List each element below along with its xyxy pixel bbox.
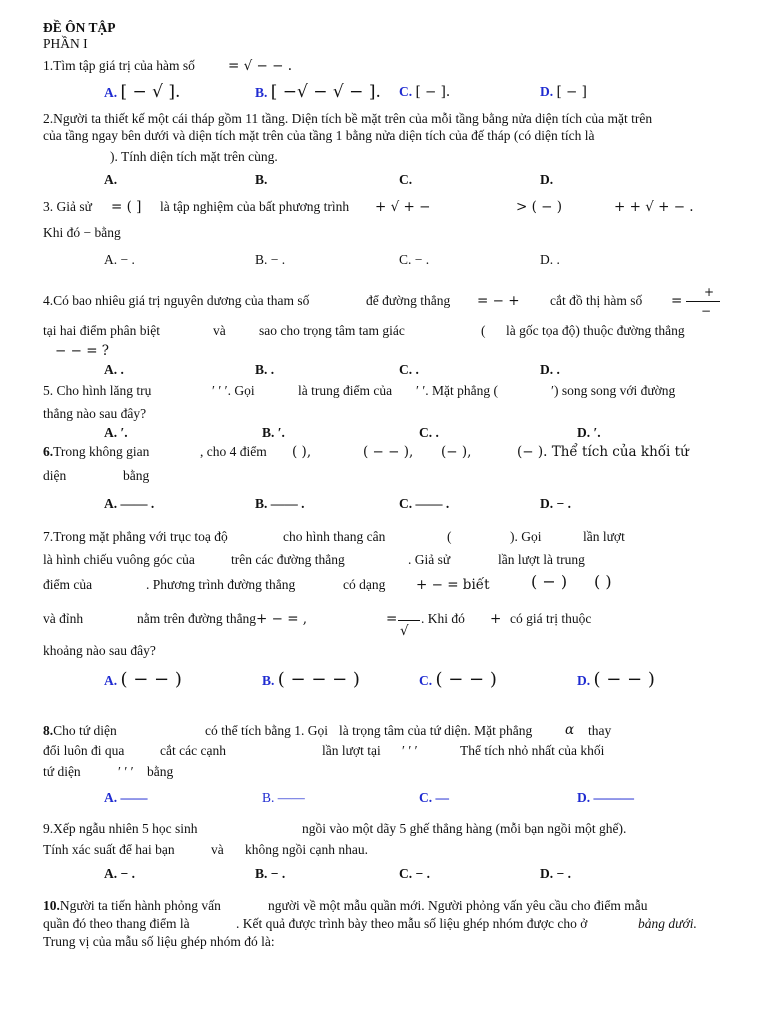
- q1-d-value: [ − ]: [556, 84, 587, 100]
- q4-line2-a: tại hai điểm phân biệt: [43, 323, 160, 338]
- q1-a-value: [ − √ ].: [120, 82, 181, 102]
- q7-d-label: D.: [577, 673, 591, 688]
- q3-set: = ( ]: [111, 199, 142, 215]
- q3-choice-c[interactable]: C. − .: [399, 252, 430, 267]
- q7-choice-a[interactable]: [104, 669, 182, 690]
- q9-stem-a: 9.Xếp ngẫu nhiên 5 học sinh: [43, 821, 198, 836]
- q8-line2-d: ′ ′ ′: [402, 743, 418, 758]
- q8-line3-a: tứ diện: [43, 764, 81, 779]
- q7-stem-c: (: [447, 529, 452, 544]
- q8-number: 8.: [43, 723, 54, 738]
- q8-line2-b: cắt các cạnh: [160, 743, 226, 758]
- q3-expr-3: + + √ + − .: [614, 199, 694, 215]
- q5-stem-c: là trung điểm của: [298, 383, 393, 398]
- q7-line5: khoảng nào sau đây?: [43, 643, 156, 658]
- q5-stem-d: ′ ′. Mặt phẳng (: [416, 383, 499, 398]
- q8-choice-d[interactable]: D. ———: [577, 790, 634, 805]
- q10-number: 10.: [43, 898, 60, 913]
- q1-choice-a[interactable]: [104, 84, 180, 101]
- q1-b-value: [ −√ − √ − ].: [270, 82, 381, 102]
- q5-choice-a[interactable]: A. ′.: [104, 425, 128, 440]
- q7-line3-e: ( − ): [531, 572, 568, 591]
- q5-line2: thẳng nào sau đây?: [43, 406, 147, 421]
- q3-expr-2: > ( − ): [516, 199, 563, 215]
- q4-choice-b[interactable]: B. .: [255, 362, 275, 377]
- q5-stem-b: ′ ′ ′. Gọi: [212, 383, 255, 398]
- q7-line2-a: là hình chiếu vuông góc của: [43, 552, 195, 567]
- q7-stem-e: lần lượt: [583, 529, 625, 544]
- q7-line4-d: =: [386, 611, 398, 627]
- q1-a-label: A.: [104, 85, 118, 100]
- q9-choice-d[interactable]: D. − .: [540, 866, 571, 881]
- q10-line2-c: bảng dưới.: [638, 916, 697, 931]
- q3-stem-a: 3. Giả sử: [43, 199, 92, 214]
- q3-choice-d[interactable]: D. .: [540, 252, 560, 267]
- q7-a-label: A.: [104, 673, 118, 688]
- q8-line3-b: ′ ′ ′: [118, 764, 134, 779]
- q6-choice-c[interactable]: C. —— .: [399, 496, 450, 511]
- q9-line2-c: không ngồi cạnh nhau.: [245, 842, 368, 857]
- q5-stem-a: 5. Cho hình lăng trụ: [43, 383, 152, 398]
- q7-stem-d: ). Gọi: [510, 529, 542, 544]
- q1-d-label: D.: [540, 84, 554, 99]
- q1-choice-d[interactable]: [540, 84, 587, 100]
- q3-choice-a[interactable]: A. − .: [104, 252, 135, 267]
- q5-choice-c[interactable]: C. .: [419, 425, 439, 440]
- q3-expr-1: + √ + −: [375, 199, 431, 215]
- q9-choice-c[interactable]: C. − .: [399, 866, 430, 881]
- q4-choice-d[interactable]: D. .: [540, 362, 560, 377]
- q7-c-label: C.: [419, 673, 433, 688]
- q8-line2-a: đổi luôn đi qua: [43, 743, 125, 758]
- q9-choice-b[interactable]: B. − .: [255, 866, 286, 881]
- q8-stem-c: là trọng tâm của tứ diện. Mặt phẳng: [339, 723, 533, 738]
- q7-choice-c[interactable]: [419, 669, 497, 690]
- q7-line2-d: lần lượt là trung: [498, 552, 585, 567]
- q6-choice-b[interactable]: B. —— .: [255, 496, 305, 511]
- q7-line4-b: nằm trên đường thẳng: [137, 611, 257, 626]
- q7-line4-g: +: [490, 611, 502, 627]
- q6-point-b: ( − − ),: [363, 444, 414, 460]
- q4-line2-e: là gốc tọa độ) thuộc đường thẳng: [506, 323, 685, 338]
- q7-line3-f: ( ): [594, 572, 612, 591]
- q4-line3: − − = ?: [55, 343, 110, 359]
- q7-line2-b: trên các đường thẳng: [231, 552, 345, 567]
- q1-b-label: B.: [255, 85, 268, 100]
- q6-point-c: (− ),: [441, 444, 472, 460]
- q2-choice-c[interactable]: C.: [399, 172, 413, 187]
- q8-stem: [43, 723, 117, 739]
- q7-line4-h: có giá trị thuộc: [510, 611, 592, 626]
- q10-stem: [43, 898, 221, 914]
- q7-line4-sqrt: √: [400, 623, 409, 639]
- q3-choice-b[interactable]: B. − .: [255, 252, 286, 267]
- q1-formula: = √ − − .: [228, 58, 292, 74]
- q4-line-eq: = − +: [477, 293, 520, 309]
- q8-choice-c[interactable]: C. —: [419, 790, 449, 805]
- q7-line3-b: . Phương trình đường thẳng: [146, 577, 296, 592]
- q7-d-value: ( − − ): [593, 669, 655, 690]
- q1-choice-c[interactable]: [399, 84, 450, 100]
- q8-stem-a: Cho tứ diện: [53, 723, 117, 738]
- q4-frac-bot: −: [701, 304, 712, 318]
- q6-point-a: ( ),: [292, 444, 312, 460]
- q4-frac-top: +: [704, 285, 715, 299]
- q8-alpha: α: [565, 722, 575, 738]
- q9-line2-b: và: [211, 842, 224, 857]
- q1-choice-b[interactable]: [255, 84, 381, 101]
- q5-choice-d[interactable]: D. ′.: [577, 425, 601, 440]
- q2-choice-b[interactable]: B.: [255, 172, 268, 187]
- q10-stem-a: Người ta tiến hành phỏng vấn: [59, 898, 221, 913]
- q10-line2-b: . Kết quả được trình bày theo mẫu số liệu ghép nhóm được cho ở: [236, 916, 588, 931]
- q2-line2: của tầng ngay bên dưới và diện tích mặt trên của tầng 1 bằng nửa diện tích của đế tháp (có diện tích là: [43, 128, 595, 143]
- q4-line2-b: và: [213, 323, 226, 338]
- q6-choice-d[interactable]: D. − .: [540, 496, 571, 511]
- q1-c-label: C.: [399, 84, 413, 99]
- q10-stem-b: người về một mẫu quần mới. Người phỏng vấn yêu cầu cho điểm mẫu: [268, 898, 648, 913]
- q4-stem-d: cắt đồ thị hàm số: [550, 293, 643, 308]
- q4-func-eq: =: [671, 293, 683, 309]
- q6-stem-a: Trong không gian: [53, 444, 150, 459]
- q2-line3: ). Tính diện tích mặt trên cùng.: [110, 149, 278, 164]
- q2-line1: 2.Người ta thiết kế một cái tháp gồm 11 tầng. Diện tích bề mặt trên của mỗi tầng bằng nửa diện tích của mặt trên: [43, 111, 653, 126]
- q7-line3-d: + − = biết: [416, 577, 490, 593]
- q10-line3: Trung vị của mẫu số liệu ghép nhóm đó là:: [43, 934, 275, 949]
- q7-a-value: ( − − ): [120, 669, 182, 690]
- q7-line2-c: . Giả sử: [408, 552, 451, 567]
- q3-line2: Khi đó − bằng: [43, 225, 121, 240]
- q4-stem-b: để đường thẳng: [366, 293, 451, 308]
- doc-title: ĐỀ ÔN TẬP: [43, 20, 116, 35]
- q7-b-value: ( − − − ): [277, 669, 360, 690]
- q6-number: 6.: [43, 444, 54, 459]
- q2-choice-d[interactable]: D.: [540, 172, 554, 187]
- q7-line3-a: điểm của: [43, 577, 93, 592]
- q4-line2-d: (: [481, 323, 486, 338]
- q7-fraction-bar: [398, 620, 420, 621]
- q1-c-value: [ − ].: [415, 84, 451, 100]
- part-label: PHẦN I: [43, 36, 88, 51]
- q4-line2-c: sao cho trọng tâm tam giác: [259, 323, 405, 338]
- q8-choice-a[interactable]: A. ——: [104, 790, 148, 805]
- q7-line4-f: . Khi đó: [421, 611, 465, 626]
- q4-choice-c[interactable]: C. .: [399, 362, 419, 377]
- q8-choice-b[interactable]: B. ——: [262, 790, 305, 805]
- q9-choice-a[interactable]: A. − .: [104, 866, 135, 881]
- q9-line2-a: Tính xác suất để hai bạn: [43, 842, 175, 857]
- q6-stem-b: , cho 4 điểm: [200, 444, 267, 459]
- q2-choice-a[interactable]: A.: [104, 172, 118, 187]
- q10-line2-a: quần đó theo thang điểm là: [43, 916, 190, 931]
- q9-stem-b: ngồi vào một dãy 5 ghế thẳng hàng (mỗi bạn ngồi một ghế).: [302, 821, 627, 836]
- q8-line2-e: Thể tích nhỏ nhất của khối: [460, 743, 605, 758]
- q3-stem-c: là tập nghiệm của bất phương trình: [160, 199, 350, 214]
- q6-line2-a: diện: [43, 468, 67, 483]
- q6-choice-a[interactable]: A. —— .: [104, 496, 155, 511]
- q7-line4-a: và đỉnh: [43, 611, 84, 626]
- q6-line2-b: bằng: [123, 468, 150, 483]
- q7-line4-c: + − = ,: [256, 611, 308, 627]
- q4-choice-a[interactable]: A. .: [104, 362, 124, 377]
- q7-line3-c: có dạng: [343, 577, 386, 592]
- q4-fraction-bar: [686, 301, 720, 302]
- q4-stem-a: 4.Có bao nhiêu giá trị nguyên dương của tham số: [43, 293, 310, 308]
- q7-b-label: B.: [262, 673, 275, 688]
- q5-stem-e: ′) song song với đường: [551, 383, 676, 398]
- q7-c-value: ( − − ): [435, 669, 497, 690]
- q7-choice-d[interactable]: [577, 669, 655, 690]
- q8-stem-b: có thể tích bằng 1. Gọi: [205, 723, 328, 738]
- q5-choice-b[interactable]: B. ′.: [262, 425, 285, 440]
- q1-stem: 1.Tìm tập giá trị của hàm số: [43, 58, 195, 73]
- q8-stem-e: thay: [588, 723, 612, 738]
- q6-stem: [43, 444, 149, 460]
- q7-stem-a: 7.Trong mặt phẳng với trục toạ độ: [43, 529, 228, 544]
- q7-choice-b[interactable]: [262, 669, 360, 690]
- q8-line3-c: bằng: [147, 764, 174, 779]
- q7-stem-b: cho hình thang cân: [283, 529, 386, 544]
- q8-line2-c: lần lượt tại: [322, 743, 381, 758]
- q6-point-d: (− ). Thể tích của khối tứ: [517, 444, 689, 460]
